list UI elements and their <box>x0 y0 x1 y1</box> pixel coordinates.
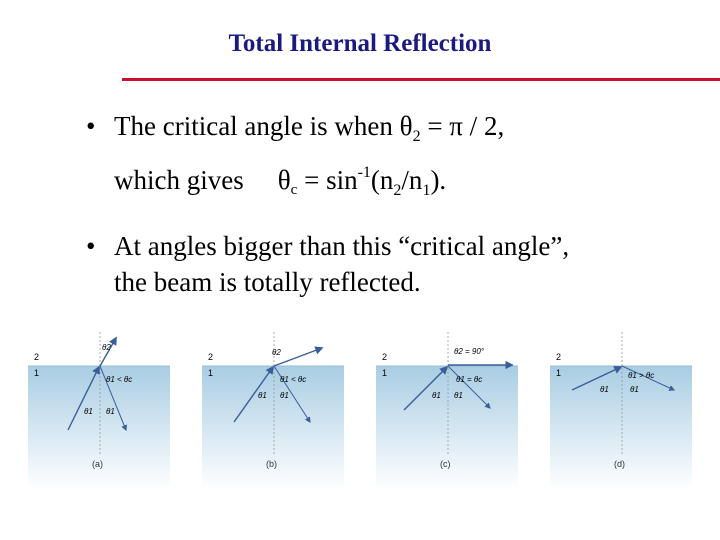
medium-1-region <box>28 366 170 490</box>
incident-angle-label: θ1 <box>600 385 609 394</box>
medium-1-region <box>202 366 344 490</box>
angle-comparison-label: θ1 < θc <box>106 375 133 384</box>
reflected-angle-label: θ1 <box>106 407 115 416</box>
medium-2-label: 2 <box>34 352 40 362</box>
refracted-ray <box>274 348 322 366</box>
medium-1-label: 1 <box>208 368 214 378</box>
bullet-line: The critical angle is when $\theta_2 = \pi / 2$, <box>114 111 505 145</box>
reflected-angle-label: θ1 <box>454 391 463 400</box>
diagram-caption-b: (b) <box>266 459 277 469</box>
medium-1-label: 1 <box>34 368 40 378</box>
incident-angle-label: θ1 <box>84 407 93 416</box>
bullet-line-formula: which gives $\theta_c = \sin^{-1}(n_2/n_1)$. <box>114 164 447 199</box>
angle-comparison-label: θ1 > θc <box>628 371 655 380</box>
bullet-line: At angles bigger than this “critical angle”, <box>114 231 570 261</box>
reflected-angle-label: θ1 <box>280 391 289 400</box>
diagram-caption-a: (a) <box>92 459 103 469</box>
slide-title: Total Internal Reflection <box>228 30 492 57</box>
medium-1-label: 1 <box>382 368 388 378</box>
incident-angle-label: θ1 <box>258 391 267 400</box>
bullet-text <box>114 108 504 209</box>
refracted-angle-label: θ2 <box>272 348 281 357</box>
angle-comparison-label: θ1 < θc <box>280 375 307 384</box>
diagram-caption-d: (d) <box>614 459 625 469</box>
medium-2-label: 2 <box>208 352 214 362</box>
bullet-glyph: • <box>86 111 96 141</box>
diagram-caption-c: (c) <box>440 459 451 469</box>
medium-1-region <box>376 366 518 490</box>
bullet-line: the beam is totally reflected. <box>114 267 421 297</box>
reflected-angle-label: θ1 <box>630 385 639 394</box>
refracted-angle-label: θ2 <box>102 343 111 352</box>
title-divider <box>122 78 720 81</box>
medium-2-label: 2 <box>556 352 562 362</box>
bullet-text <box>114 228 569 300</box>
bullet-glyph: • <box>86 231 96 261</box>
medium-2-label: 2 <box>382 352 388 362</box>
refracted-angle-label: θ2 = 90° <box>454 347 485 356</box>
medium-1-region <box>550 366 692 490</box>
angle-comparison-label: θ1 = θc <box>456 375 483 384</box>
medium-1-label: 1 <box>556 368 562 378</box>
incident-angle-label: θ1 <box>432 391 441 400</box>
